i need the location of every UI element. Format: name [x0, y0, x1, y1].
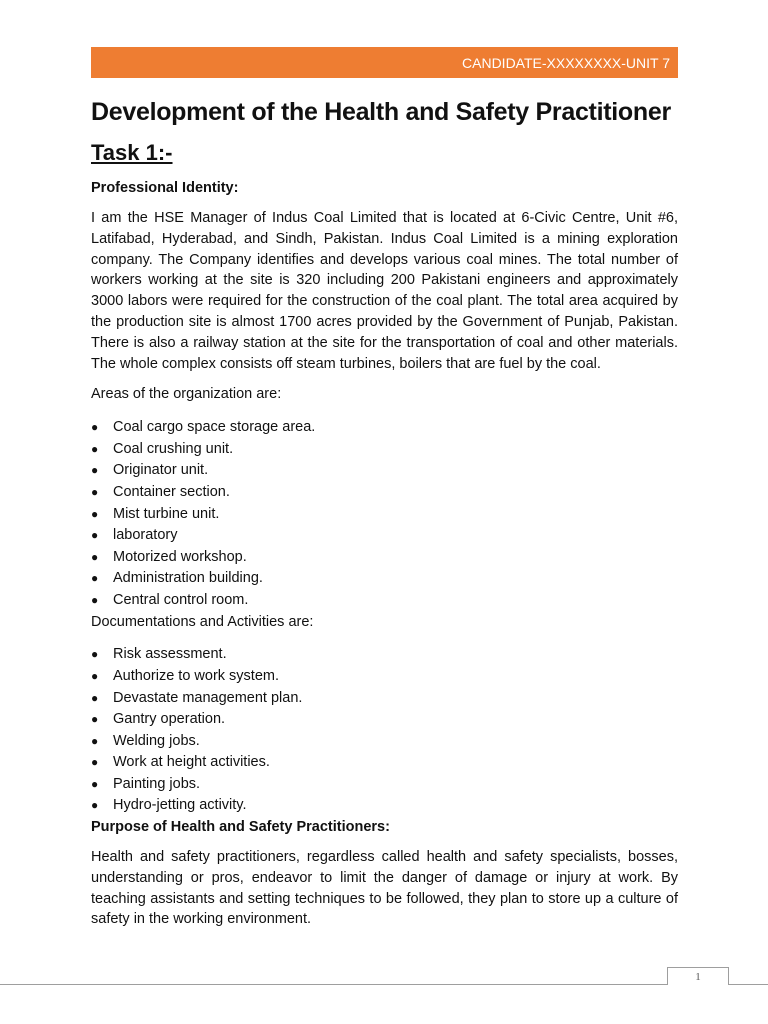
list-item: ● laboratory: [91, 525, 678, 547]
list-item: ● Hydro-jetting activity.: [91, 795, 678, 817]
bullet-icon: ●: [91, 668, 99, 683]
bullet-icon: ●: [91, 420, 99, 435]
bullet-icon: ●: [91, 647, 99, 662]
identity-paragraph: I am the HSE Manager of Indus Coal Limited that is located at 6-Civic Centre, Unit #6, Latifabad, Hyderabad, and Sindh, Pakistan. Indus Coal Limited is a mining exploration company. The Company identifies and develops various coal mines. The total number of workers working at the site is 320 including 200 Pakistani engineers and approximately 3000 labors were required for the construction of the coal plant. The total area acquired by the production site is almost 1700 acres provided by the Government of Punjab, Pakistan. There is also a railway station at the site for the transportation of coal and other materials. The whole complex consists off steam turbines, boilers that are fuel by the coal.: [91, 210, 678, 372]
identity-heading: Professional Identity:: [91, 180, 239, 196]
bullet-icon: ●: [91, 776, 99, 791]
areas-intro: Areas of the organization are:: [91, 386, 282, 403]
list-item: ● Authorize to work system.: [91, 666, 678, 688]
footer-divider: [0, 984, 768, 985]
bullet-icon: ●: [91, 441, 99, 456]
bullet-icon: ●: [91, 571, 99, 586]
bullet-icon: ●: [91, 798, 99, 813]
list-item: ● Administration building.: [91, 568, 678, 590]
list-item: ● Painting jobs.: [91, 774, 678, 796]
activities-list: [91, 644, 678, 817]
bullet-icon: ●: [91, 484, 99, 499]
list-item: ● Motorized workshop.: [91, 547, 678, 569]
bullet-icon: ●: [91, 755, 99, 770]
bullet-icon: ●: [91, 690, 99, 705]
list-item: ● Coal cargo space storage area.: [91, 417, 678, 439]
task-heading: Task 1:-: [91, 140, 173, 165]
areas-list: [91, 417, 678, 611]
list-item: ● Container section.: [91, 482, 678, 504]
activities-intro: Documentations and Activities are:: [91, 613, 314, 630]
document-body: [91, 92, 678, 930]
bullet-icon: ●: [91, 506, 99, 521]
bullet-icon: ●: [91, 549, 99, 564]
list-item: ● Devastate management plan.: [91, 688, 678, 710]
bullet-icon: ●: [91, 528, 99, 543]
bullet-icon: ●: [91, 733, 99, 748]
candidate-id: CANDIDATE-XXXXXXXX-UNIT 7: [462, 54, 670, 71]
list-item: ● Work at height activities.: [91, 752, 678, 774]
purpose-paragraph: Health and safety practitioners, regardless called health and safety specialists, bosses, understanding or pros, endeavor to limit the danger of damage or injury at work. By teaching assistants and setting techniques to be followed, they plan to store up a culture of safety in the working environment.: [91, 849, 678, 928]
document-title: Development of the Health and Safety Practitioner: [91, 98, 671, 126]
bullet-icon: ●: [91, 463, 99, 478]
list-item: ● Welding jobs.: [91, 731, 678, 753]
list-item: ● Central control room.: [91, 590, 678, 612]
page-number: 1: [667, 967, 729, 985]
header-banner: [91, 47, 678, 78]
bullet-icon: ●: [91, 712, 99, 727]
list-item: ● Gantry operation.: [91, 709, 678, 731]
list-item: ● Originator unit.: [91, 460, 678, 482]
list-item: ● Risk assessment.: [91, 644, 678, 666]
list-item: ● Coal crushing unit.: [91, 439, 678, 461]
list-item: ● Mist turbine unit.: [91, 504, 678, 526]
bullet-icon: ●: [91, 592, 99, 607]
purpose-heading: Purpose of Health and Safety Practitioners:: [91, 819, 390, 836]
